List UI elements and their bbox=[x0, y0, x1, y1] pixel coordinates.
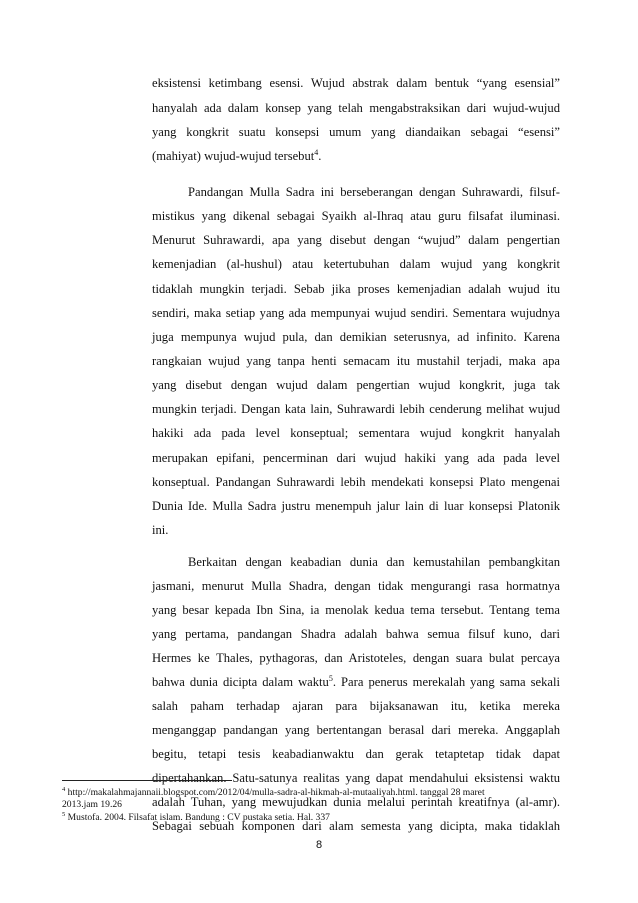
body-line: Pandangan Mulla Sadra ini berseberangan dengan Suhrawardi, filsuf- bbox=[188, 185, 560, 199]
body-line: Dunia Ide. Mulla Sadra justru menempuh jalur lain di luar konsepsi Platonik bbox=[152, 499, 560, 513]
body-line: dipertahankan. Satu-satunya realitas yang dapat mendahului eksistensi waktu bbox=[152, 771, 560, 785]
body-line: ini. bbox=[152, 523, 169, 537]
body-line: hanyalah ada dalam konsep yang telah mengabstraksikan dari wujud-wujud bbox=[152, 101, 560, 115]
body-line: Sebagai sebuah komponen dari alam semesta yang dicipta, maka tidaklah bbox=[152, 819, 560, 833]
page-number: 8 bbox=[315, 839, 323, 851]
body-line: tidaklah mungkin terjadi. Sebab jika proses kemenjadian adalah wujud itu bbox=[152, 282, 560, 296]
body-line: jasmani, menurut Mulla Shadra, dengan tidak mengurangi rasa hormatnya bbox=[152, 579, 560, 593]
body-line: eksistensi ketimbang esensi. Wujud abstrak dalam bentuk “yang esensial” bbox=[152, 76, 560, 90]
footnote-ref: 4 bbox=[314, 147, 319, 157]
footnote: $^5$ Mustofa. 2004. Filsafat islam. Bandung : CV pustaka setia. Hal. 337 bbox=[62, 810, 330, 823]
body-line: yang disebut dengan wujud dalam pengertian wujud kongkrit, juga tak bbox=[152, 378, 560, 392]
body-line: begitu, tetapi tesis keabadianwaktu dan gerak tetaptetap tidak dapat bbox=[152, 747, 560, 761]
body-line: merupakan epifani, pencerminan dari wujud hakiki yang ada pada level bbox=[152, 451, 560, 465]
body-line: kemenjadian (al-hushul) atau ketertubuhan dalam wujud yang kongkrit bbox=[152, 257, 560, 271]
body-line: yang kongkrit suatu konsepsi umum yang diandaikan sebagai “esensi” bbox=[152, 125, 560, 139]
body-line: Hermes ke Thales, pythagoras, dan Aristoteles, dengan suara bulat percaya bbox=[152, 651, 560, 665]
body-line: Menurut Suhrawardi, apa yang disebut dengan “wujud” dalam pengertian bbox=[152, 233, 560, 247]
footnote: $^4$ http://makalahmajannaii.blogspot.com/2012/04/mulla-sadra-al-hikmah-al-mutaaliyah.html. tanggal 28 maret bbox=[62, 785, 485, 798]
body-line: salah paham terhadap ajaran para bijaksanawan itu, ketika mereka bbox=[152, 699, 560, 713]
body-line: bahwa dunia dicipta dalam waktu$^5$. Para penerus merekalah yang sama sekali bbox=[152, 673, 560, 689]
body-line: (mahiyat) wujud-wujud tersebut$^4$. bbox=[152, 147, 322, 163]
body-line: yang pertama, pandangan Shadra adalah bahwa semua filsuf kuno, dari bbox=[152, 627, 560, 641]
body-line: rangkaian wujud yang tanpa henti semacam itu mustahil terjadi, maka apa bbox=[152, 354, 560, 368]
body-line: hakiki ada pada level konseptual; sementara wujud kongkrit hanyalah bbox=[152, 426, 560, 440]
body-line: Berkaitan dengan keabadian dunia dan kemustahilan pembangkitan bbox=[188, 555, 560, 569]
body-line: yang besar kepada Ibn Sina, ia menolak kedua tema tersebut. Tentang tema bbox=[152, 603, 560, 617]
footnote: 2013.jam 19.26 bbox=[62, 799, 122, 810]
body-line: juga mempunya wujud pula, dan demikian seterusnya, ad infinito. Karena bbox=[152, 330, 560, 344]
body-line: konseptual. Pandangan Suhrawardi lebih mendekati konsepsi Plato mengenai bbox=[152, 475, 560, 489]
footnote-separator bbox=[62, 780, 232, 781]
footnote-ref: 5 bbox=[328, 673, 333, 683]
body-line: mungkin terjadi. Dengan kata lain, Suhrawardi lebih cenderung melihat wujud bbox=[152, 402, 560, 416]
body-line: adalah Tuhan, yang mewujudkan dunia melalui perintah kreatifnya (al-amr). bbox=[152, 795, 560, 809]
body-line: menganggap pandangan yang bertentangan berasal dari mereka. Anggaplah bbox=[152, 723, 560, 737]
body-line: sendiri, maka setiap yang ada mempunyai wujud sendiri. Sementara wujudnya bbox=[152, 306, 560, 320]
body-line: mistikus yang dikenal sebagai Syaikh al-Ihraq atau guru filsafat iluminasi. bbox=[152, 209, 560, 223]
